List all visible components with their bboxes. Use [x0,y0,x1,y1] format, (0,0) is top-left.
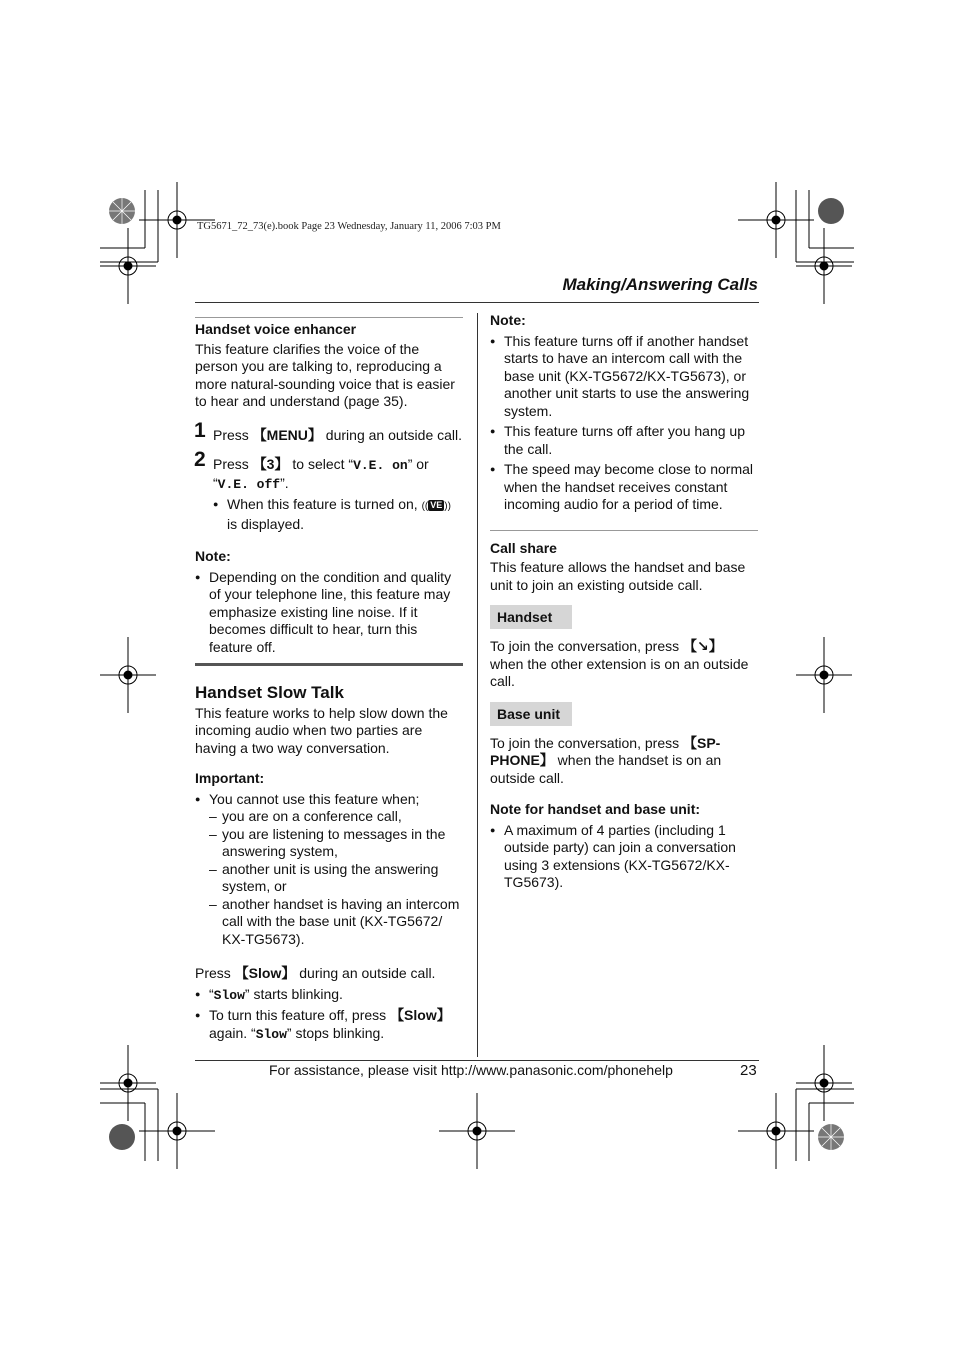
registration-mark [796,1045,852,1121]
note-bullet: ● This feature turns off if another handset starts to have an intercom call with the base unit (KX-TG5672/KX-TG5673), or another unit starts to use the answering system. [490,333,758,421]
sp-phone-key: 【SP-PHONE】 [490,734,721,768]
dash-item: – another unit is using the answering system, or [195,861,463,896]
important-label: Important: [195,770,265,786]
ve-heading: Handset voice enhancer [195,321,357,337]
both-note-bullet: ● A maximum of 4 parties (including 1 outside party) can join a conversation using 3 extensions (KX-TG5672/KX-TG5673). [490,822,758,892]
registration-mark [738,182,814,258]
dash-item: – another handset is having an intercom call with the base unit (KX-TG5672/ KX-TG5673). [195,896,463,949]
registration-mark [100,228,156,304]
registration-mark [796,228,852,304]
base-instruction: To join the conversation, press 【SP-PHONE】 when the handset is on an outside call. [490,734,722,786]
base-tag-wrap [490,702,758,726]
talk-key: 【↘】 [683,638,723,654]
registration-mark [738,1093,814,1169]
book-info-line: TG5671_72_73(e).book Page 23 Wednesday, January 11, 2006 7:03 PM [197,221,501,232]
slow-key: 【Slow】 [234,965,296,981]
phone-icon: ↘ [697,638,709,654]
slow-key: 【Slow】 [390,1007,451,1023]
press-slow-line: Press 【Slow】 during an outside call. [195,965,436,981]
registration-mark [100,1045,156,1121]
note-bullet: ● This feature turns off after you hang up the call. [490,423,758,458]
note-label: Note: [195,548,231,564]
dash-item: – you are listening to messages in the answering system, [195,826,463,861]
display-slow: Slow [255,1026,287,1042]
section-title: Making/Answering Calls [562,275,758,294]
registration-mark [139,1093,215,1169]
column-divider [477,313,478,1057]
important-bullet: ● You cannot use this feature when; [195,791,463,809]
menu-key: 【MENU】 [252,426,322,443]
slow-bullet-1: ● “Slow” starts blinking. [195,986,463,1005]
page-number: 23 [740,1062,757,1079]
registration-mark [100,637,156,713]
solid-disc-mark [818,198,844,224]
ve-section-rule [195,317,463,318]
key-3: 【3】 [252,456,289,472]
step-number: 2 [194,448,206,471]
handset-tag: Handset [490,605,572,629]
slow-talk-heading: Handset Slow Talk [195,683,344,702]
registration-mark [796,637,852,713]
step-1: 1 Press 【MENU】 during an outside call. [194,418,463,443]
call-share-heading: Call share [490,539,557,556]
ve-intro: This feature clarifies the voice of the person you are talking to, reproducing a more natural-sounding voice that is easier to hear and understand (page 35). [195,340,455,409]
starburst-mark [818,1124,844,1150]
note-bullet: ● Depending on the condition and quality of your telephone line, this feature may emphasize existing line noise. If it becomes difficult to hear, turn this feature off. [195,569,463,657]
note-bullet: ● The speed may become close to normal when the handset receives constant incoming audio for a period of time. [490,461,758,514]
display-ve-off: V.E. off [217,476,281,492]
registration-mark [439,1093,515,1169]
base-unit-tag: Base unit [490,702,572,726]
assistance-text: For assistance, please visit http://www.panasonic.com/phonehelp [269,1062,673,1078]
note-label: Note: [490,312,526,328]
dash-item: – you are on a conference call, [195,808,463,826]
display-slow: Slow [213,987,245,1003]
display-ve-on: V.E. on [353,458,408,473]
call-share-intro: This feature allows the handset and base unit to join an existing outside call. [490,559,746,593]
right-column [490,312,758,892]
important-dash-list [195,808,463,948]
step-2: 2 Press 【3】 to select “V.E. on” or “V.E. off”. ● When this feature is turned on, (( VE )) is displayed. [195,456,463,533]
starburst-mark [109,198,135,224]
header-rule [195,302,759,303]
slow-bullet-2: ● To turn this feature off, press 【Slow】 again. “Slow” stops blinking. [195,1007,463,1043]
solid-disc-mark [109,1124,135,1150]
both-note-label: Note for handset and base unit: [490,801,701,817]
slow-talk-intro: This feature works to help slow down the incoming audio when two parties are having a two way conversation. [195,704,448,756]
handset-tag-wrap [490,605,758,629]
left-column [195,321,463,1043]
step-2-bullet: ● When this feature is turned on, (( VE )) is displayed. [213,496,463,533]
ve-icon: (( VE )) [421,500,451,512]
step-number: 1 [194,418,206,442]
handset-instruction: To join the conversation, press 【↘】 when the other extension is on an outside call. [490,638,749,689]
footer-rule [195,1060,759,1061]
